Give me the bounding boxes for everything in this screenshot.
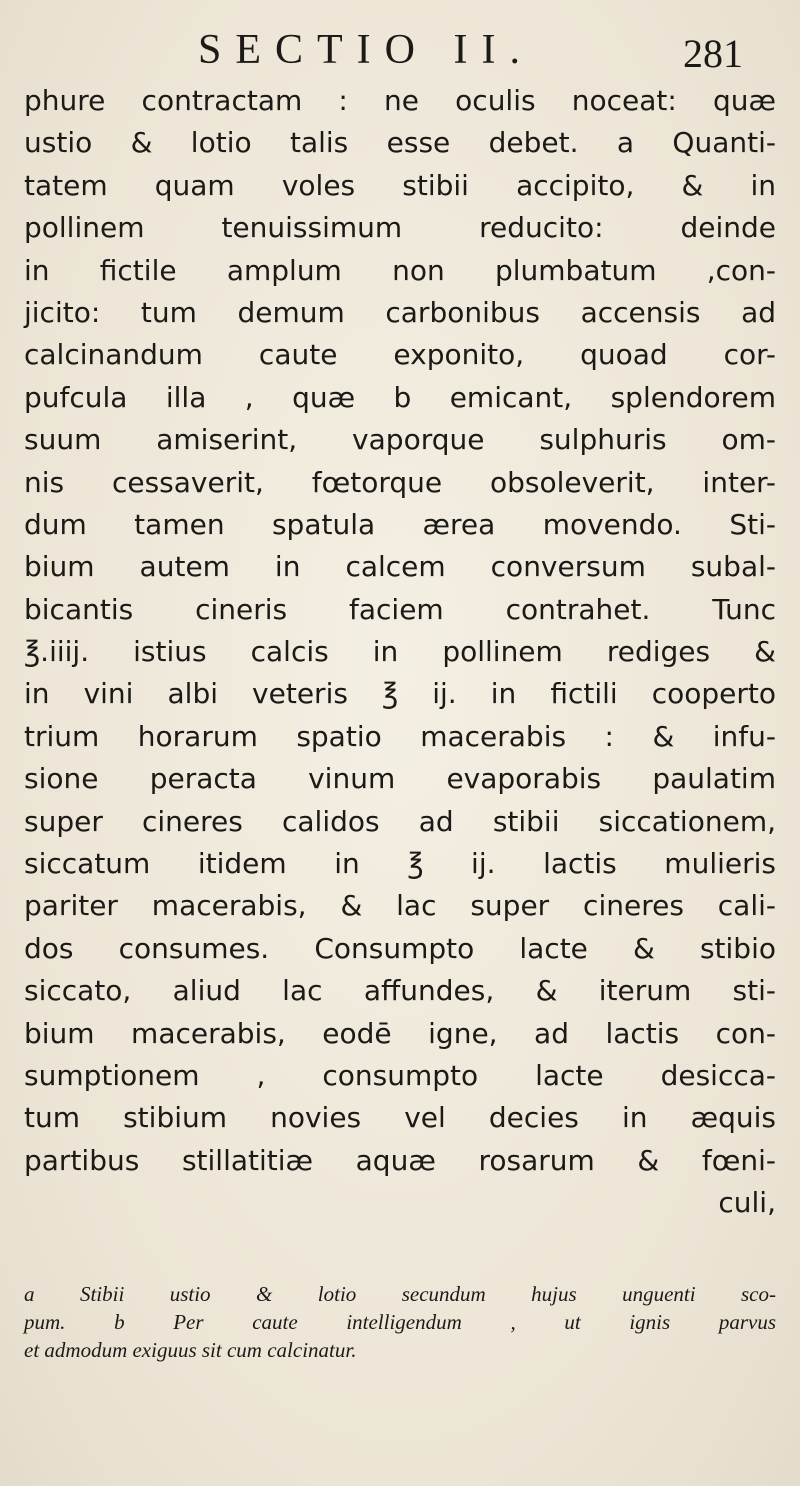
text-line: nis cessaverit, fœtorque obsoleverit, inter- <box>24 465 776 499</box>
body-text <box>24 80 776 1225</box>
footnote-line: et admodum exiguus sit cum calcinatur. <box>24 1338 357 1362</box>
text-line: dum tamen spatula ærea movendo. Sti- <box>24 507 776 541</box>
text-line: tatem quam voles stibii accipito, & in <box>24 168 776 202</box>
text-line: siccatum itidem in ℥ ij. lactis mulieris <box>24 847 776 881</box>
text-line: phure contractam : ne oculis noceat: quæ <box>24 84 776 117</box>
text-line: trium horarum spatio macerabis : & infu- <box>24 719 776 753</box>
footnote-line: pum. b Per caute intelligendum , ut ignis parvus <box>24 1310 776 1334</box>
text-line: ℥.iiij. istius calcis in pollinem rediges & <box>24 635 776 669</box>
footnotes <box>24 1280 776 1364</box>
text-line: bicantis cineris faciem contrahet. Tunc <box>24 592 776 626</box>
page-number: 281 <box>683 31 743 76</box>
text-line: bium autem in calcem conversum subal- <box>24 550 776 584</box>
text-line: sumptionem , consumpto lacte desicca- <box>24 1058 776 1092</box>
footnote-line: a Stibii ustio & lotio secundum hujus unguenti sco- <box>24 1282 776 1306</box>
text-line: pollinem tenuissimum reducito: deinde <box>24 211 776 245</box>
text-line: bium macerabis, eodē igne, ad lactis con- <box>24 1016 776 1050</box>
text-line-final: culi, <box>718 1186 776 1220</box>
running-head <box>0 22 800 78</box>
text-line: in vini albi veteris ℥ ij. in fictili cooperto <box>24 677 776 711</box>
text-line: pariter macerabis, & lac super cineres cali- <box>24 889 776 923</box>
text-line: in fictile amplum non plumbatum ,con- <box>24 253 776 287</box>
text-line: suum amiserint, vaporque sulphuris om- <box>24 423 776 457</box>
text-line: jicito: tum demum carbonibus accensis ad <box>24 295 776 329</box>
text-line: dos consumes. Consumpto lacte & stibio <box>24 931 776 965</box>
text-line: pufcula illa , quæ b emicant, splendorem <box>24 380 776 414</box>
text-line: super cineres calidos ad stibii siccationem, <box>24 804 776 838</box>
text-line: partibus stillatitiæ aquæ rosarum & fœni- <box>24 1143 776 1177</box>
text-line: sione peracta vinum evaporabis paulatim <box>24 762 776 796</box>
section-title: SECTIO II. <box>198 27 534 73</box>
text-line: tum stibium novies vel decies in æquis <box>24 1101 776 1135</box>
text-line: calcinandum caute exponito, quoad cor- <box>24 338 776 372</box>
text-line: siccato, aliud lac affundes, & iterum sti- <box>24 974 776 1008</box>
text-line: ustio & lotio talis esse debet. a Quanti- <box>24 126 776 160</box>
